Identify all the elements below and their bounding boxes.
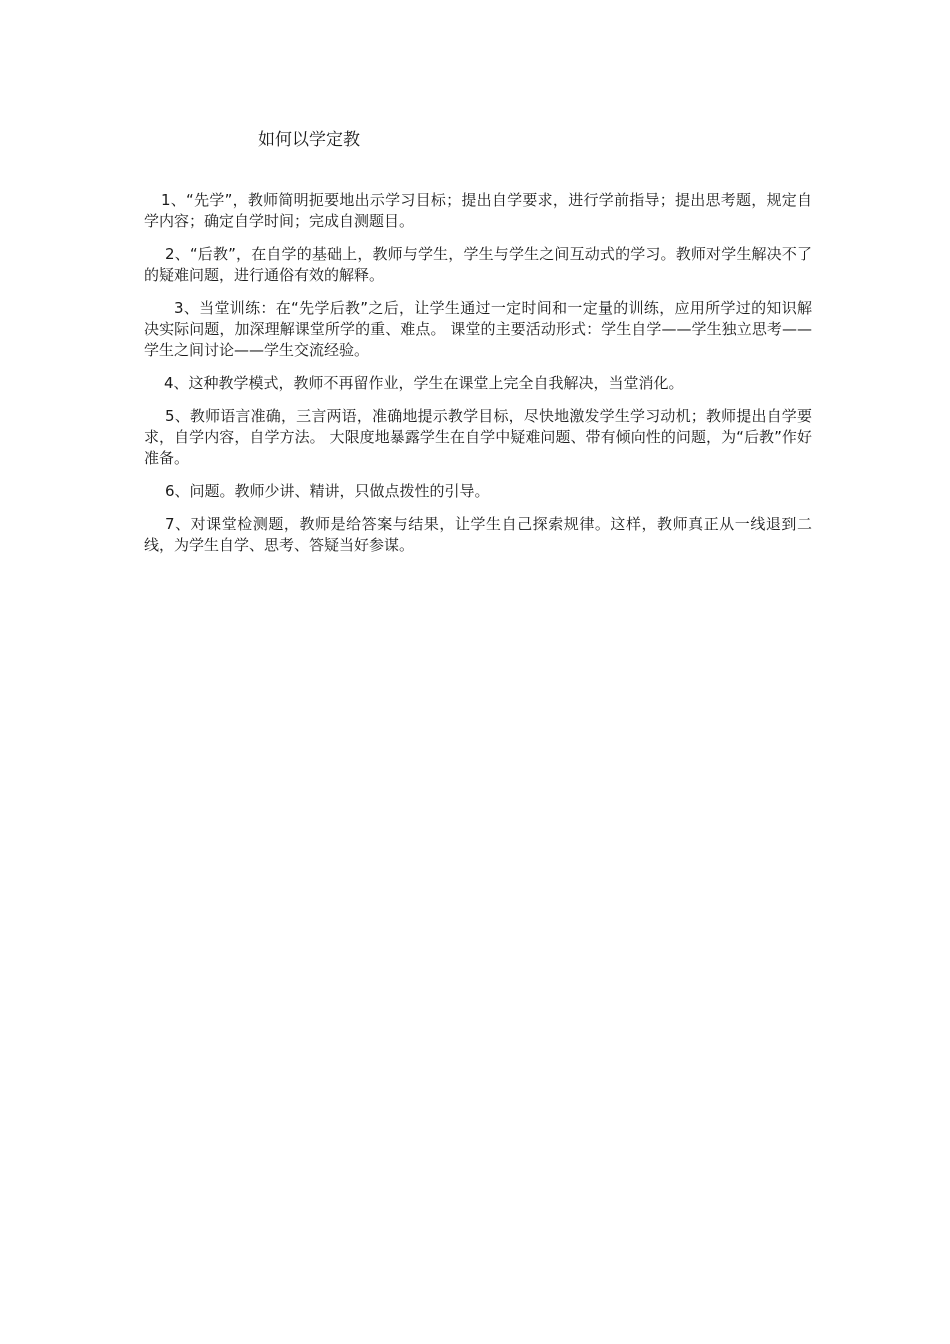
paragraph-6: 6、问题。教师少讲、精讲，只做点拨性的引导。 [165, 482, 490, 500]
paragraph-5: 5、教师语言准确，三言两语，准确地提示教学目标，尽快地激发学生学习动机；教师提出自学要求，自学内容，自学方法。 大限度地暴露学生在自学中疑难问题、带有倾向性的问题，为“后教”作好准备。 [144, 407, 812, 467]
paragraph-3: 3、当堂训练：在“先学后教”之后，让学生通过一定时间和一定量的训练，应用所学过的知识解决实际问题，加深理解课堂所学的重、难点。 课堂的主要活动形式：学生自学——学生独立思考——学生之间讨论——学生交流经验。 [144, 299, 812, 359]
document-body [144, 190, 812, 568]
paragraph-7: 7、对课堂检测题，教师是给答案与结果，让学生自己探索规律。这样，教师真正从一线退到二线，为学生自学、思考、答疑当好参谋。 [144, 515, 812, 554]
document-title: 如何以学定教 [258, 130, 360, 150]
paragraph-1: 1、“先学”，教师简明扼要地出示学习目标；提出自学要求，进行学前指导；提出思考题，规定自学内容；确定自学时间；完成自测题目。 [144, 191, 812, 230]
paragraph-4: 4、这种教学模式，教师不再留作业，学生在课堂上完全自我解决，当堂消化。 [164, 374, 684, 392]
paragraph-2: 2、“后教”，在自学的基础上，教师与学生，学生与学生之间互动式的学习。教师对学生解决不了的疑难问题，进行通俗有效的解释。 [144, 245, 812, 284]
